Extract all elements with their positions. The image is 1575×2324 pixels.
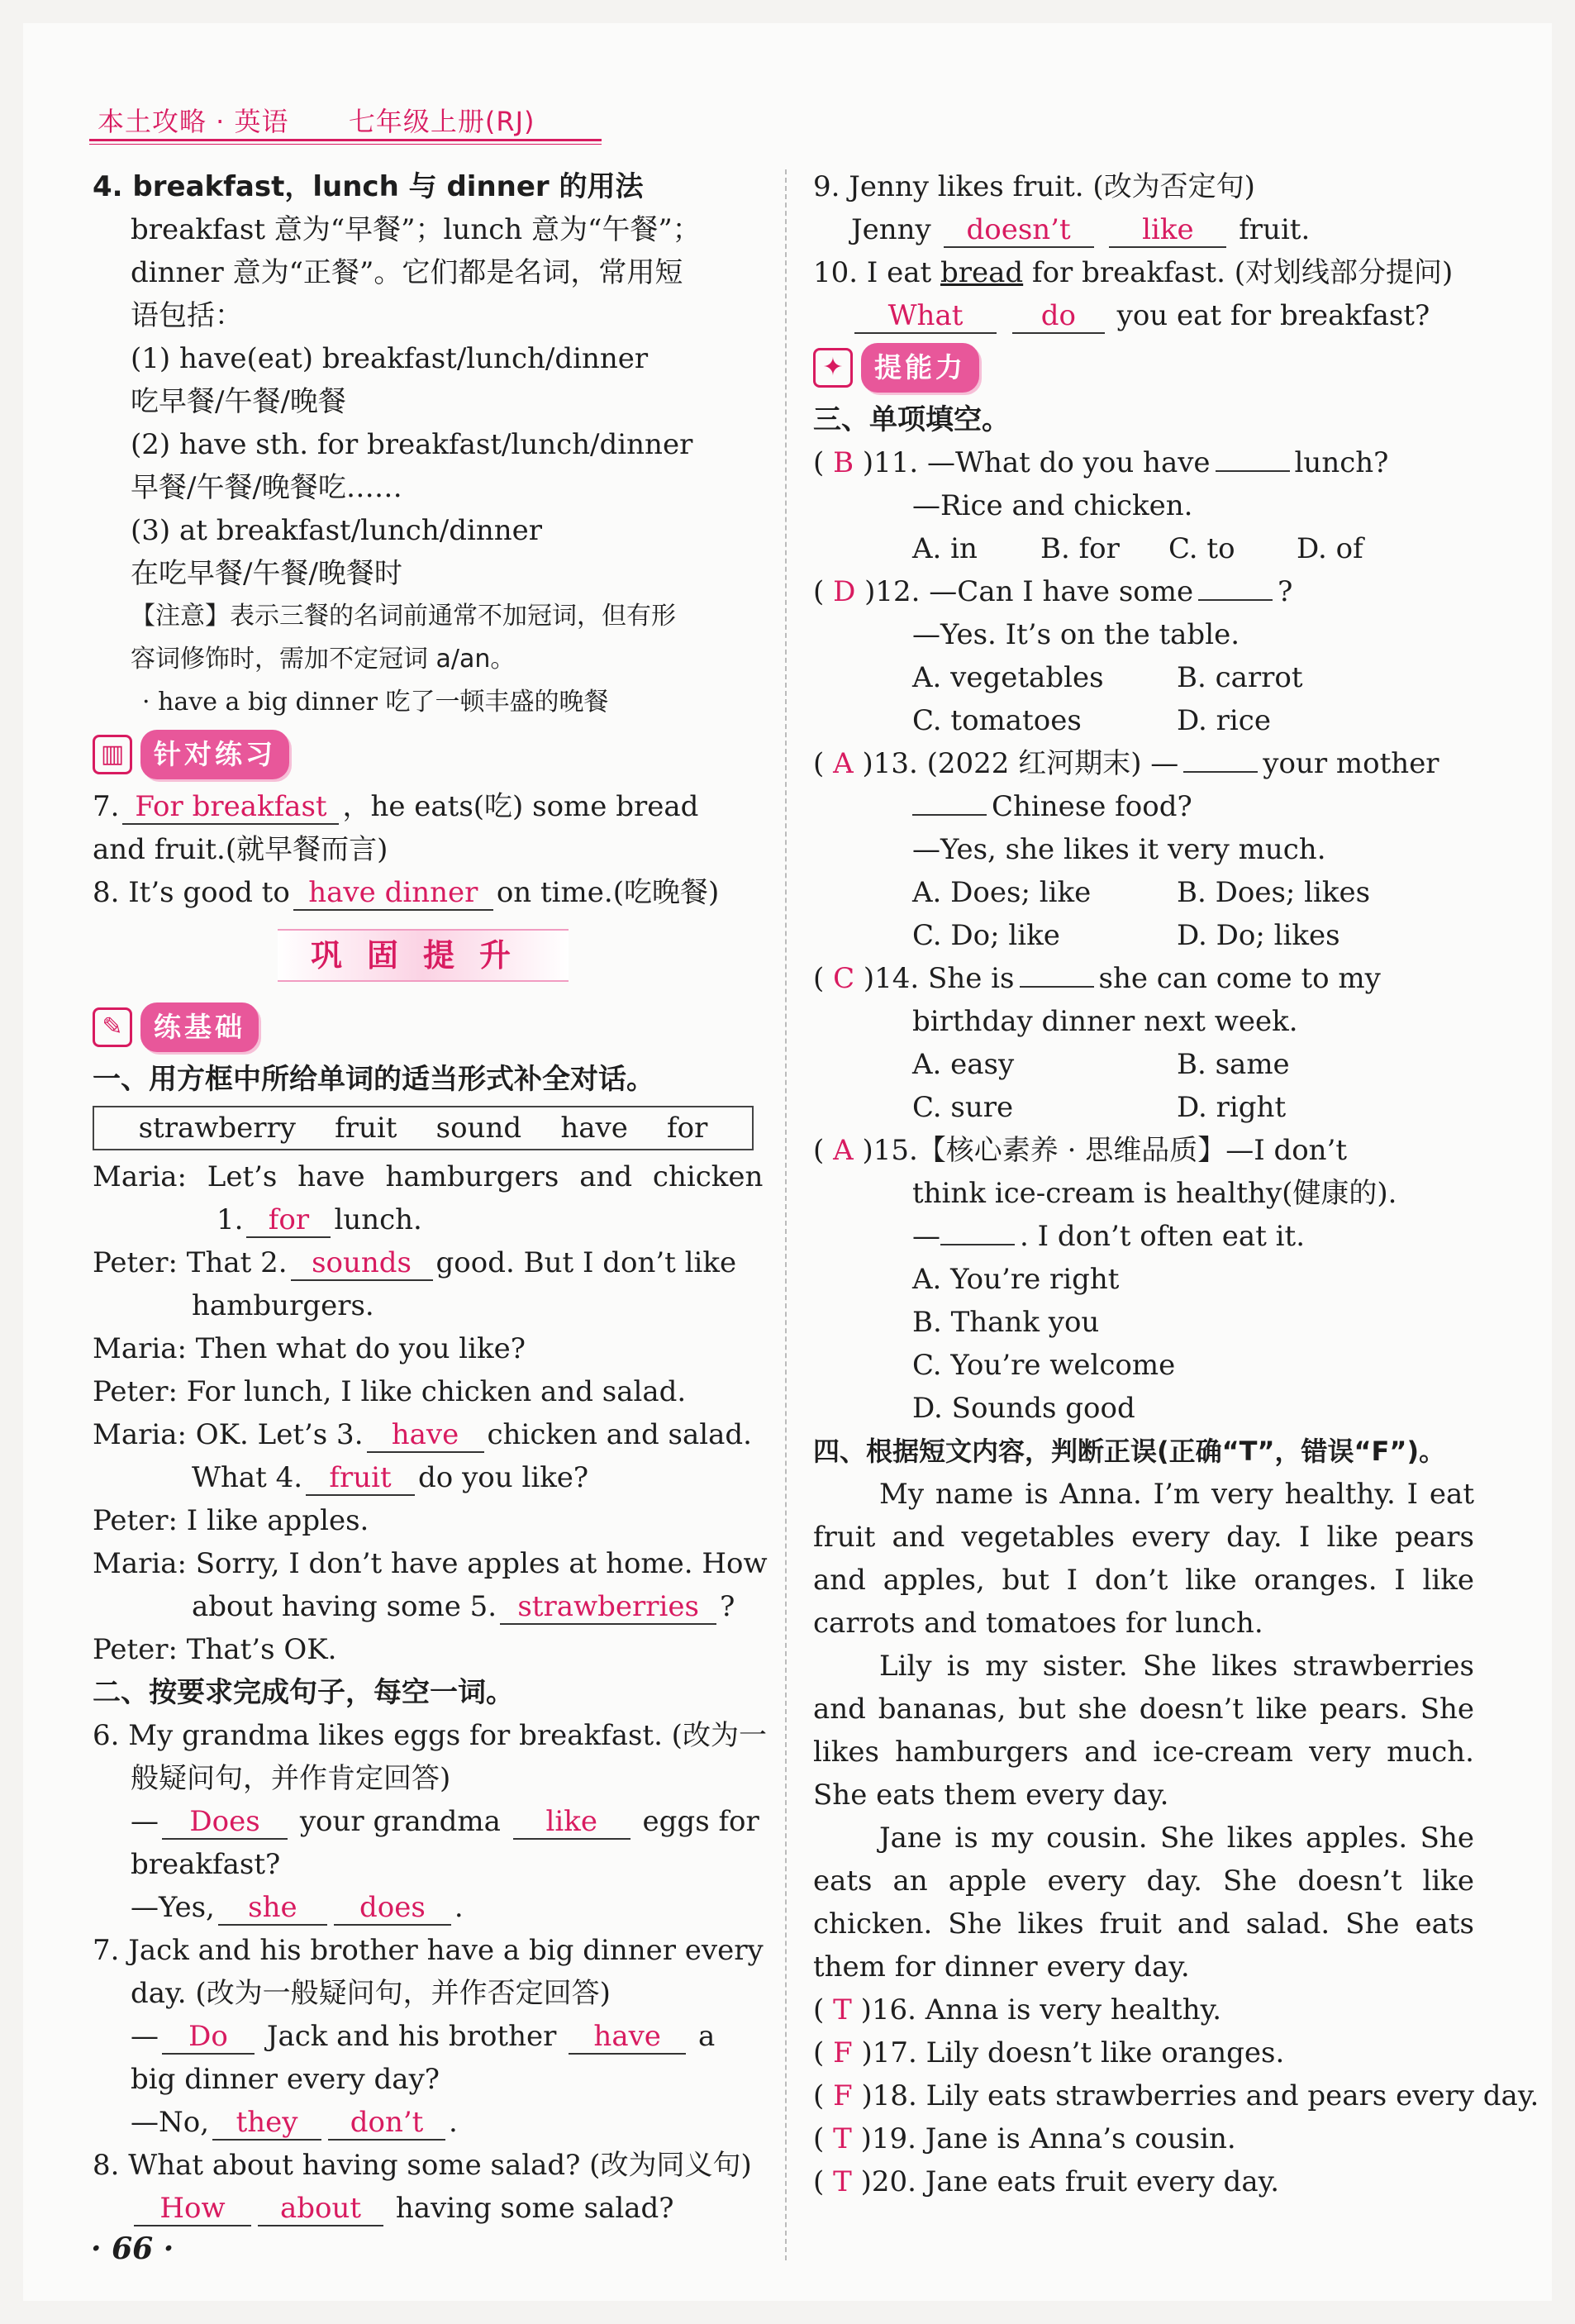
mc-answer: D [833,575,856,608]
answer-blank: Do [162,2020,255,2055]
q10-line: 10. I eat bread for breakfast. (对划线部分提问) [813,256,1454,289]
mc-option: D. Do; likes [1177,919,1340,952]
dialog-line: 1. for lunch. [217,1203,422,1236]
running-header [98,101,535,139]
mc-option: C. Do; like [912,919,1060,952]
tf-answer: F [833,2036,853,2069]
mc-question: ( B )11. —What do you have lunch? [813,446,1389,479]
word-box [93,1106,754,1150]
q10-answer: What do you eat for breakfast? [813,294,1474,337]
answer-blank: have [569,2020,686,2055]
answer-blank: strawberries [500,1590,716,1625]
tf-answer: T [833,2165,852,2198]
mc-option: A. easy [912,1048,1015,1081]
dialog-line: Peter: That 2. sounds good. But I don’t like [93,1246,737,1279]
q7b-answer: — Do Jack and his brother have a [131,2020,716,2053]
mc-answer: A [833,747,854,780]
q9-line: 9. Jenny likes fruit. (改为否定句) [813,170,1255,203]
phrase-3: (3) at breakfast/lunch/dinner [131,514,543,547]
mc-option: C. sure [912,1091,1014,1124]
mc-reply: —Rice and chicken. [912,489,1193,522]
mc-options [813,656,1474,699]
mc-option: B. Thank you [912,1306,1100,1339]
column-divider [785,169,787,2260]
mc-option: A. vegetables [912,661,1104,694]
word-box-item: have [560,1112,628,1145]
sec4-text: dinner 意为“正餐”。它们都是名词，常用短 [131,256,683,289]
phrase-2: (2) have sth. for breakfast/lunch/dinner [131,428,693,461]
mc-question: ( D )12. —Can I have some ? [813,575,1293,608]
tf-item: ( T )20. Jane eats fruit every day. [813,2165,1280,2198]
empty-blank [1216,445,1290,472]
mc-option: B. Does; likes [1177,876,1371,909]
note-line: 容词修饰时，需加不定冠词 a/an。 [131,645,516,674]
tf-item: ( T )19. Jane is Anna’s cousin. [813,2122,1236,2155]
empty-blank [940,1219,1015,1245]
tf-item: ( T )16. Anna is very healthy. [813,1993,1222,2026]
part1-title: 一、用方框中所给单词的适当形式补全对话。 [93,1063,654,1096]
word-box-item: fruit [335,1112,397,1145]
dialog-line: Peter: That’s OK. [93,1633,337,1666]
ability-badge-label: 提能力 [861,343,979,393]
sec4-text: breakfast 意为“早餐”；lunch 意为“午餐”； [131,213,701,246]
answer-blank: like [1109,213,1226,248]
practice-badge [93,732,289,777]
empty-blank [1198,574,1273,601]
mc-question: ( A )13. (2022 红河期末) — your mother [813,747,1439,780]
mc-option: B. carrot [1177,661,1303,694]
dialog-line: Maria: Let’s have hamburgers and chicken [93,1160,764,1193]
answer-blank: doesn’t [944,213,1094,248]
mc-option: B. same [1177,1048,1290,1081]
q8b-answer: How about having some salad? [93,2187,754,2230]
right-column [813,165,1539,2203]
mc-options [813,1086,1474,1129]
mc-answer: A [833,1134,854,1167]
mc-option: D. rice [1177,704,1271,737]
passage-paragraph: My name is Anna. I’m very healthy. I eat fruit and vegetables every day. I like pears and apples, but I don’t like oranges. I like carrots and tomatoes for lunch. [813,1478,1474,1640]
answer-blank: have dinner [293,876,493,911]
mc-options [813,699,1474,742]
q7-line2: and fruit.(就早餐而言) [93,833,388,866]
page-number: · 66 · [91,2231,174,2266]
answer-blank: How [134,2192,251,2226]
answer-blank: Does [162,1805,288,1840]
header-rule-thin [89,144,602,145]
word-box-item: for [667,1112,708,1145]
answer-blank: like [513,1805,630,1840]
mc-reply: —Yes. It’s on the table. [912,618,1240,651]
dialog-line: What 4. fruit do you like? [192,1461,589,1494]
pencil-icon: ✎ [93,1007,132,1047]
mc-option: A. Does; like [912,876,1092,909]
mc-option: B. for [1040,532,1120,565]
lightbulb-icon: ✦ [813,348,853,388]
part2-title: 二、按要求完成句子，每空一词。 [93,1676,514,1709]
mc-options [813,871,1474,914]
dialog-line: Maria: Sorry, I don’t have apples at home. How [93,1547,768,1580]
q6-line: 般疑问句，并作肯定回答) [131,1762,451,1795]
tf-item: ( F )18. Lily eats strawberries and pears every day. [813,2079,1539,2112]
mc-options [813,914,1474,957]
q6-response: —Yes, she does . [131,1891,464,1924]
practice-badge-label: 针对练习 [140,730,289,779]
note-line: 【注意】表示三餐的名词前通常不加冠词，但有形 [131,602,676,631]
word-box-item: strawberry [138,1112,296,1145]
mc-option: C. to [1168,532,1235,565]
phrase-1-cn: 吃早餐/午餐/晚餐 [131,385,346,418]
answer-blank: fruit [306,1461,415,1496]
header-rule [89,139,602,141]
q7b-line: big dinner every day? [131,2063,440,2096]
mc-question: ( A )15.【核心素养 · 思维品质】—I don’t [813,1134,1348,1167]
ability-badge [813,345,979,390]
q8b-line: 8. What about having some salad? (改为同义句) [93,2149,752,2182]
section-banner: 巩固提升 [93,929,754,982]
mc-answer: B [833,446,854,479]
section-4-title: 4. breakfast，lunch 与 dinner 的用法 [93,170,644,203]
answer-blank: about [258,2192,383,2226]
answer-blank: for [246,1203,331,1238]
answer-blank: she [218,1891,327,1926]
tf-answer: F [833,2079,853,2112]
phrase-2-cn: 早餐/午餐/晚餐吃…… [131,471,402,504]
q6-line: 6. My grandma likes eggs for breakfast. (改为一 [93,1719,767,1752]
header-grade: 七年级上册(RJ) [348,106,535,137]
answer-blank: they [212,2106,321,2141]
answer-blank: have [367,1418,484,1453]
mc-question: ( C )14. She is she can come to my [813,962,1381,995]
note-example: · have a big dinner 吃了一顿丰盛的晚餐 [142,688,609,717]
dialog-line: hamburgers. [192,1289,374,1322]
dialog-line: about having some 5. strawberries ? [192,1590,735,1623]
q7-line: 7. For breakfast ，he eats(吃) some bread [93,790,699,823]
answer-blank: does [334,1891,451,1926]
mc-option: D. right [1177,1091,1287,1124]
header-series: 本土攻略 · 英语 [98,106,289,137]
books-icon: ▥ [93,735,132,774]
mc-question-cont: think ice-cream is healthy(健康的). [912,1177,1397,1210]
empty-blank [1020,961,1094,988]
basics-badge-label: 练基础 [140,1002,259,1052]
mc-option: C. tomatoes [912,704,1082,737]
q8-line: 8. It’s good to have dinner on time.(吃晚餐) [93,876,720,909]
mc-question-cont: Chinese food? [813,785,1474,828]
dialog-line: Peter: I like apples. [93,1504,369,1537]
empty-blank [912,789,987,816]
phrase-3-cn: 在吃早餐/午餐/晚餐时 [131,557,402,590]
tf-item: ( F )17. Lily doesn’t like oranges. [813,2036,1285,2069]
tf-answer: T [833,2122,852,2155]
phrase-1: (1) have(eat) breakfast/lunch/dinner [131,342,649,375]
q6-answer: — Does your grandma like eggs for [131,1805,759,1838]
sec4-text: 语包括： [131,299,243,332]
part4-title: 四、根据短文内容，判断正误(正确“T”，错误“F”)。 [813,1436,1446,1467]
empty-blank [1183,746,1258,773]
q7b-line: day. (改为一般疑问句，并作否定回答) [131,1977,611,2010]
answer-blank: don’t [328,2106,445,2141]
mc-option: A. You’re right [912,1263,1120,1296]
answer-blank: sounds [291,1246,433,1281]
part3-title: 三、单项填空。 [813,403,1010,436]
mc-option: A. in [912,532,978,565]
mc-reply: — . I don’t often eat it. [912,1220,1306,1253]
mc-option: C. You’re welcome [912,1349,1176,1382]
word-box-item: sound [435,1112,522,1145]
q6-line: breakfast? [131,1848,281,1881]
passage-paragraph: Lily is my sister. She likes strawberries and bananas, but she doesn’t like pears. She likes hamburgers and ice-cream very much. She eats them every day. [813,1650,1474,1812]
dialog-line: Peter: For lunch, I like chicken and salad. [93,1375,687,1408]
left-column [93,165,768,2230]
answer-blank: For breakfast [122,790,339,825]
passage-paragraph: Jane is my cousin. She likes apples. She eats an apple every day. She doesn’t like chicken. She likes fruit and salad. She eats them for dinner every day. [813,1822,1474,1983]
answer-blank: What [854,299,997,334]
mc-options [813,1043,1474,1086]
tf-answer: T [833,1993,852,2026]
dialog-line: Maria: Then what do you like? [93,1332,526,1365]
q7b-response: —No, they don’t . [131,2106,458,2139]
q7b-line: 7. Jack and his brother have a big dinner every [93,1934,764,1967]
mc-options [813,527,1474,570]
dialog-line: Maria: OK. Let’s 3. have chicken and salad. [93,1418,752,1451]
mc-answer: C [833,962,855,995]
answer-blank: do [1012,299,1105,334]
mc-question-cont: birthday dinner next week. [912,1005,1298,1038]
basics-badge [93,1005,259,1050]
q9-answer: Jenny doesn’t like fruit. [851,213,1311,246]
mc-option: D. Sounds good [912,1392,1135,1425]
mc-option: D. of [1297,532,1363,565]
mc-reply: —Yes, she likes it very much. [912,833,1326,866]
